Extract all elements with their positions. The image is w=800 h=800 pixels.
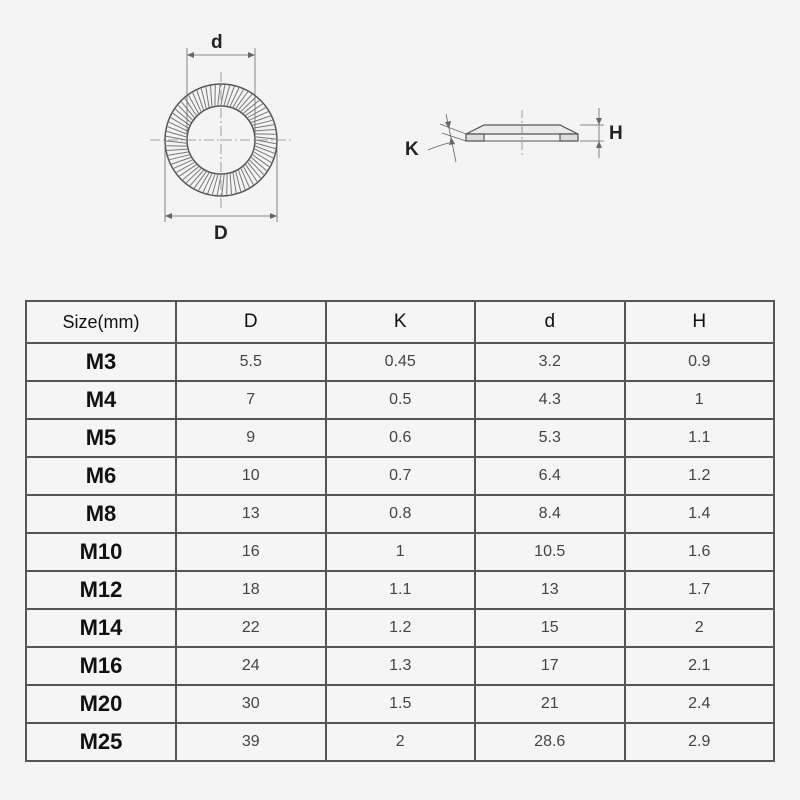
- K-cell: 1.2: [326, 609, 476, 647]
- serration-line: [254, 125, 274, 128]
- serration-line: [230, 88, 239, 106]
- K-cell: 0.8: [326, 495, 476, 533]
- header-H: H: [625, 301, 775, 343]
- D-cell: 30: [176, 685, 326, 723]
- dimension-label-H: H: [609, 123, 623, 144]
- serration-line: [233, 173, 236, 193]
- K-cell: 0.6: [326, 419, 476, 457]
- d-cell: 17: [475, 647, 625, 685]
- d-cell: 28.6: [475, 723, 625, 761]
- serration-line: [255, 149, 273, 158]
- table-row: [26, 571, 774, 609]
- washer-top-view: [150, 48, 292, 222]
- H-cell: 2.1: [625, 647, 775, 685]
- d-cell: 3.2: [475, 343, 625, 381]
- table-row: [26, 343, 774, 381]
- D-cell: 18: [176, 571, 326, 609]
- D-cell: 22: [176, 609, 326, 647]
- dimension-label-d: d: [211, 32, 223, 53]
- serration-line: [193, 93, 201, 111]
- size-cell: M4: [26, 381, 176, 419]
- header-size: Size(mm): [26, 301, 176, 343]
- table-row: [26, 495, 774, 533]
- H-cell: 0.9: [625, 343, 775, 381]
- D-cell: 5.5: [176, 343, 326, 381]
- table-row: [26, 609, 774, 647]
- table-row: [26, 685, 774, 723]
- washer-side-view: [428, 108, 604, 162]
- K-cell: 0.5: [326, 381, 476, 419]
- D-cell: 13: [176, 495, 326, 533]
- serration-line: [230, 174, 231, 194]
- d-cell: 4.3: [475, 381, 625, 419]
- D-cell: 7: [176, 381, 326, 419]
- table-row: [26, 647, 774, 685]
- d-cell: 10.5: [475, 533, 625, 571]
- serration-line: [241, 169, 249, 187]
- d-cell: 21: [475, 685, 625, 723]
- table-body: [26, 343, 774, 761]
- spec-table: [25, 300, 775, 762]
- H-cell: 1.6: [625, 533, 775, 571]
- size-cell: M3: [26, 343, 176, 381]
- D-cell: 39: [176, 723, 326, 761]
- size-cell: M6: [26, 457, 176, 495]
- size-cell: M10: [26, 533, 176, 571]
- table-row: [26, 381, 774, 419]
- serration-line: [168, 152, 188, 155]
- K-cell: 1.5: [326, 685, 476, 723]
- header-D: D: [176, 301, 326, 343]
- D-cell: 10: [176, 457, 326, 495]
- serration-line: [206, 87, 209, 107]
- K-cell: 0.45: [326, 343, 476, 381]
- d-cell: 8.4: [475, 495, 625, 533]
- washer-diagram: [0, 0, 800, 290]
- header-K: K: [326, 301, 476, 343]
- size-cell: M12: [26, 571, 176, 609]
- D-cell: 24: [176, 647, 326, 685]
- serration-line: [256, 137, 276, 139]
- header-d: d: [475, 301, 625, 343]
- H-cell: 1: [625, 381, 775, 419]
- K-cell: 1: [326, 533, 476, 571]
- H-cell: 1.4: [625, 495, 775, 533]
- size-cell: M16: [26, 647, 176, 685]
- table-row: [26, 419, 774, 457]
- d-cell: 6.4: [475, 457, 625, 495]
- H-cell: 2: [625, 609, 775, 647]
- dimension-label-K: K: [405, 139, 419, 160]
- H-cell: 1.1: [625, 419, 775, 457]
- header-row: [26, 301, 774, 343]
- H-cell: 1.7: [625, 571, 775, 609]
- serration-line: [221, 85, 225, 105]
- serration-line: [203, 174, 212, 192]
- size-cell: M25: [26, 723, 176, 761]
- dimension-label-D: D: [214, 223, 228, 244]
- K-cell: 2: [326, 723, 476, 761]
- serration-line: [211, 86, 212, 106]
- size-cell: M20: [26, 685, 176, 723]
- d-cell: 5.3: [475, 419, 625, 457]
- table-row: [26, 457, 774, 495]
- serration-line: [174, 160, 192, 168]
- size-cell: M8: [26, 495, 176, 533]
- serration-line: [166, 141, 186, 143]
- K-cell: 0.7: [326, 457, 476, 495]
- H-cell: 2.4: [625, 685, 775, 723]
- serration-line: [169, 122, 187, 131]
- D-cell: 9: [176, 419, 326, 457]
- size-cell: M14: [26, 609, 176, 647]
- table-row: [26, 533, 774, 571]
- d-cell: 13: [475, 571, 625, 609]
- K-cell: 1.1: [326, 571, 476, 609]
- serration-line: [217, 175, 221, 195]
- d-cell: 15: [475, 609, 625, 647]
- serration-line: [218, 85, 220, 105]
- K-cell: 1.3: [326, 647, 476, 685]
- H-cell: 1.2: [625, 457, 775, 495]
- serration-line: [166, 136, 186, 140]
- H-cell: 2.9: [625, 723, 775, 761]
- serration-line: [256, 140, 276, 144]
- serration-line: [167, 149, 187, 150]
- size-cell: M5: [26, 419, 176, 457]
- serration-line: [250, 112, 268, 120]
- D-cell: 16: [176, 533, 326, 571]
- serration-line: [255, 130, 275, 131]
- table-row: [26, 723, 774, 761]
- serration-line: [222, 175, 224, 195]
